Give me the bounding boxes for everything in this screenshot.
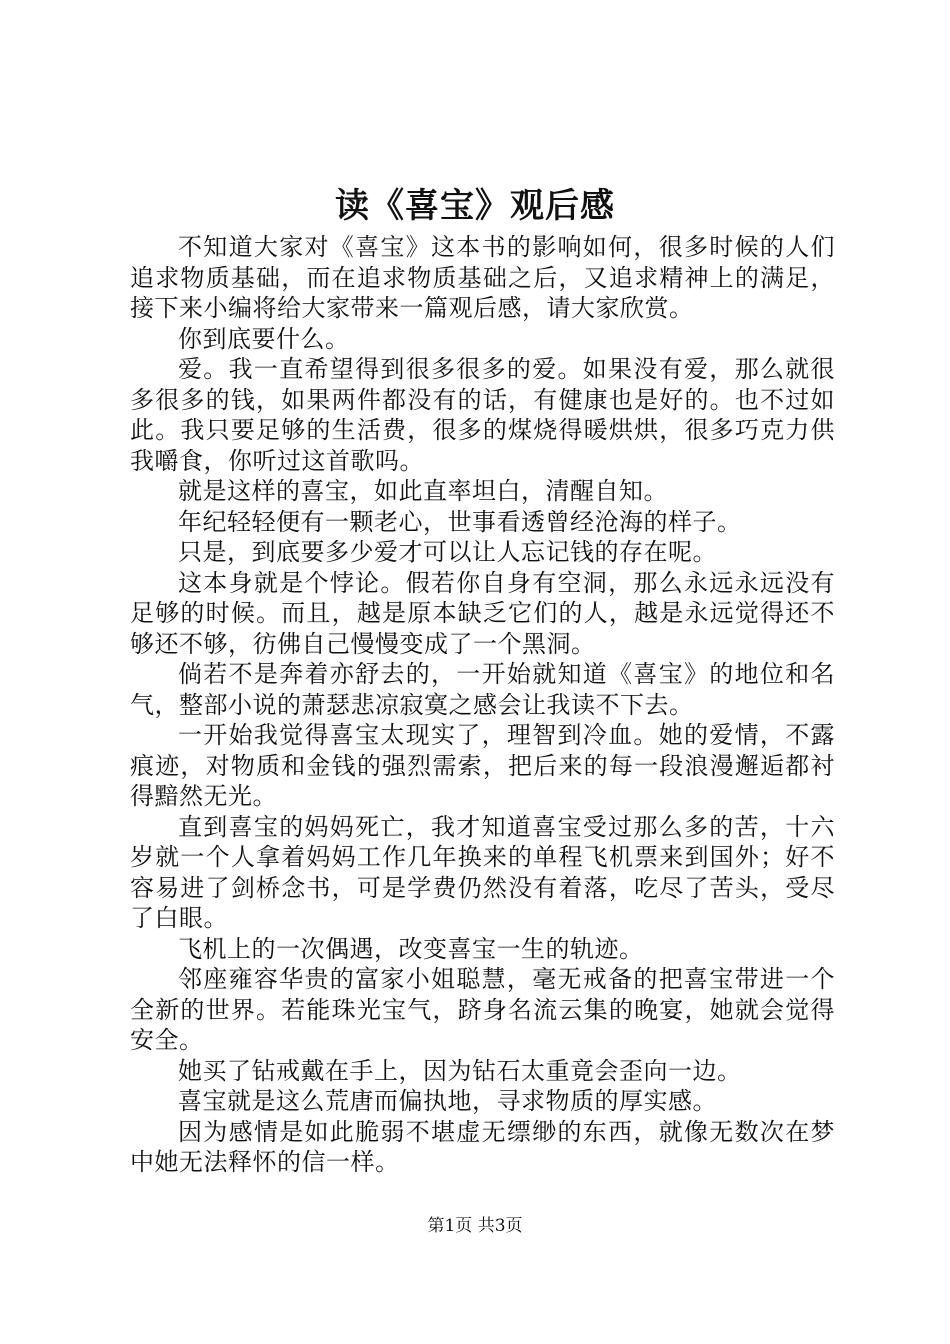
paragraph: 倘若不是奔着亦舒去的，一开始就知道《喜宝》的地位和名气，整部小说的萧瑟悲凉寂寞之感会让我读不下去。 xyxy=(130,660,835,719)
paragraph: 飞机上的一次偶遇，改变喜宝一生的轨迹。 xyxy=(178,934,644,963)
paragraph: 你到底要什么。 xyxy=(178,324,350,353)
paragraph: 这本身就是个悖论。假若你自身有空洞，那么永远永远没有足够的时候。而且，越是原本缺乏它们的人，越是永远觉得还不够还不够，彷佛自己慢慢变成了一个黑洞。 xyxy=(130,568,835,658)
paragraph: 她买了钻戒戴在手上，因为钻石太重竟会歪向一边。 xyxy=(178,1056,742,1085)
paragraph: 因为感情是如此脆弱不堪虚无缥缈的东西，就像无数次在梦中她无法释怀的信一样。 xyxy=(130,1117,835,1176)
document-body xyxy=(130,232,835,1178)
paragraph: 爱。我一直希望得到很多很多的爱。如果没有爱，那么就很多很多的钱，如果两件都没有的话，有健康也是好的。也不过如此。我只要足够的生活费，很多的煤烧得暖烘烘，很多巧克力供我嚼食，你听过这首歌吗。 xyxy=(130,355,835,475)
document-title: 读《喜宝》观后感 xyxy=(335,186,615,226)
paragraph: 就是这样的喜宝，如此直率坦白，清醒自知。 xyxy=(178,477,668,505)
paragraph: 一开始我觉得喜宝太现实了，理智到冷血。她的爱情，不露痕迹，对物质和金钱的强烈需索，把后来的每一段浪漫邂逅都衬得黯然无光。 xyxy=(130,721,835,810)
paragraph: 直到喜宝的妈妈死亡，我才知道喜宝受过那么多的苦，十六岁就一个人拿着妈妈工作几年换来的单程飞机票来到国外；好不容易进了剑桥念书，可是学费仍然没有着落，吃尽了苦头，受尽了白眼。 xyxy=(130,812,835,932)
paragraph: 只是，到底要多少爱才可以让人忘记钱的存在呢。 xyxy=(178,538,717,566)
page-number-footer: 第1页 共3页 xyxy=(427,1216,523,1236)
paragraph: 邻座雍容华贵的富家小姐聪慧，毫无戒备的把喜宝带进一个全新的世界。若能珠光宝气，跻身名流云集的晚宴，她就会觉得安全。 xyxy=(130,965,835,1054)
paragraph: 喜宝就是这么荒唐而偏执地，寻求物质的厚实感。 xyxy=(178,1087,717,1115)
paragraph: 不知道大家对《喜宝》这本书的影响如何，很多时候的人们追求物质基础，而在追求物质基础之后，又追求精神上的满足，接下来小编将给大家带来一篇观后感，请大家欣赏。 xyxy=(130,233,835,322)
paragraph: 年纪轻轻便有一颗老心，世事看透曾经沧海的样子。 xyxy=(178,507,742,536)
